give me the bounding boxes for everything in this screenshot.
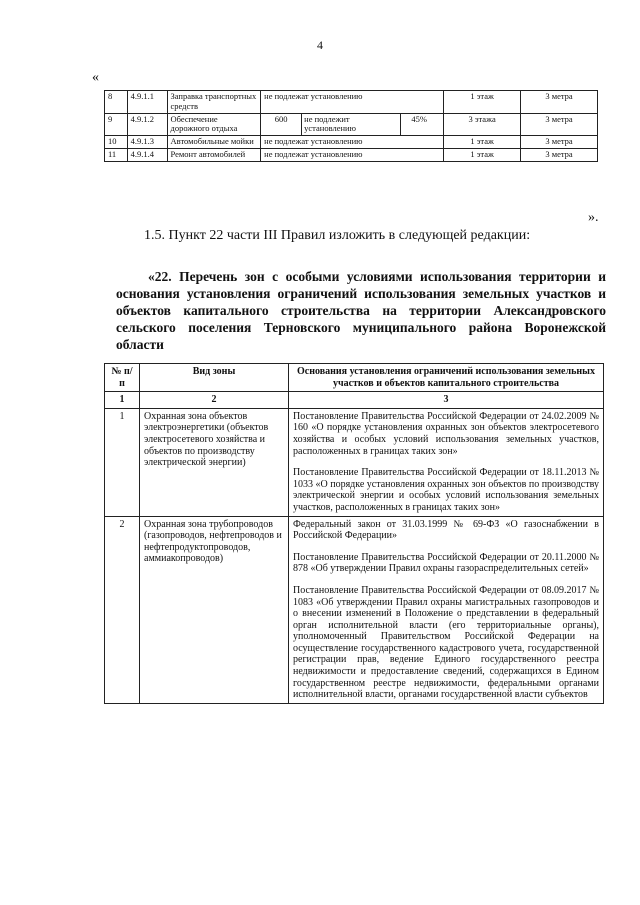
parameter-value: 45% <box>411 113 427 124</box>
header-zone-type: Вид зоны <box>140 364 289 392</box>
use-code: 4.9.1.3 <box>127 136 167 149</box>
use-name: Ремонт автомобилей <box>167 148 261 161</box>
parameter-value: не подлежит установлению <box>302 114 401 136</box>
zone-bases <box>289 408 604 516</box>
max-floors: 1 этаж <box>444 91 521 114</box>
header-bases: Основания установления ограничений использования земельных участков и объектов капитального строительства <box>289 364 604 392</box>
zones-table <box>104 363 604 704</box>
parameter-split <box>261 114 443 136</box>
max-height: 3 метра <box>521 113 598 136</box>
max-height: 3 метра <box>521 148 598 161</box>
table-row <box>105 148 598 161</box>
column-number: 3 <box>289 392 604 409</box>
zone-type: Охранная зона трубопроводов (газопроводов, нефтепроводов и нефтепродуктопроводов, аммиакопроводов) <box>140 516 289 703</box>
max-floors: 1 этаж <box>444 136 521 149</box>
legal-basis: Федеральный закон от 31.03.1999 № 69-ФЗ «О газоснабжении в Российской Федерации» <box>293 518 599 542</box>
legal-basis: Постановление Правительства Российской Федерации от 20.11.2000 № 878 «Об утверждении Правил охраны газораспределительных сетей» <box>293 551 599 575</box>
table-row <box>105 408 604 516</box>
legal-basis: Постановление Правительства Российской Федерации от 18.11.2013 № 1033 «О порядке установления охранных зон объектов по производству электрической энергии и особых условий использования земельных участков, расположенных в границах таких зон» <box>293 467 599 513</box>
parameter-merged: не подлежат установлению <box>261 91 444 114</box>
permitted-use-table <box>104 90 598 162</box>
zones-table-header-row <box>105 364 604 392</box>
zone-bases <box>289 516 604 703</box>
max-height: 3 метра <box>521 136 598 149</box>
use-name: Обеспечение дорожного отдыха <box>167 113 261 136</box>
parameter-merged: не подлежат установлению <box>261 148 444 161</box>
row-number: 9 <box>105 113 128 136</box>
row-number: 11 <box>105 148 128 161</box>
table-row <box>105 516 604 703</box>
legal-basis: Постановление Правительства Российской Федерации от 24.02.2009 № 160 «О порядке установления охранных зон объектов электросетевого хозяйства и особых условий использования земельных участков, расположенных в границах таких зон» <box>293 410 599 457</box>
max-height: 3 метра <box>521 91 598 114</box>
table-row <box>105 136 598 149</box>
closing-quote: ». <box>588 210 599 225</box>
zone-number: 1 <box>105 408 140 516</box>
parameter-split-cell <box>261 113 444 136</box>
amendment-paragraph: 1.5. Пункт 22 части III Правил изложить в следующей редакции: <box>144 228 531 243</box>
opening-quote: « <box>92 70 99 85</box>
parameter-merged: не подлежат установлению <box>261 136 444 149</box>
zone-type: Охранная зона объектов электроэнергетики (объектов электросетевого хозяйства и объектов по производству электрической энергии) <box>140 408 289 516</box>
column-number: 2 <box>140 392 289 409</box>
max-floors: 3 этажа <box>444 113 521 136</box>
legal-basis: Постановление Правительства Российской Федерации от 08.09.2017 № 1083 «Об утверждении Правил охраны магистральных газопроводов и о внесении изменений в Положение о представлении в федеральный орган исполнительной власти (его территориальные органы), уполномоченный Правительством Российской Федерации на осуществление государственного кадастрового учета, государственной регистрации прав, ведение Единого государственного реестра недвижимости и предоставление сведений, содержащихся в Едином государственном реестре недвижимости, федеральными органами исполнительной власти, органами государственной власти субъектов <box>293 584 599 701</box>
use-name: Автомобильные мойки <box>167 136 261 149</box>
table-row <box>105 91 598 114</box>
parameter-value: 600 <box>261 114 302 136</box>
use-name: Заправка транспортных средств <box>167 91 261 114</box>
row-number: 10 <box>105 136 128 149</box>
table-row <box>105 113 598 136</box>
zones-table-column-numbers <box>105 392 604 409</box>
max-floors: 1 этаж <box>444 148 521 161</box>
zone-number: 2 <box>105 516 140 703</box>
row-number: 8 <box>105 91 128 114</box>
column-number: 1 <box>105 392 140 409</box>
section-heading-text: «22. Перечень зон с особыми условиями использования территории и основания установления ограничений использования земельных участков и объектов капитального строительства на территории Александровского сельского поселения Терновского муниципального района Воронежской области <box>116 269 606 352</box>
header-number: № п/п <box>105 364 140 392</box>
section-heading <box>116 268 606 353</box>
use-code: 4.9.1.4 <box>127 148 167 161</box>
use-code: 4.9.1.2 <box>127 113 167 136</box>
page-number: 4 <box>317 38 323 52</box>
use-code: 4.9.1.1 <box>127 91 167 114</box>
